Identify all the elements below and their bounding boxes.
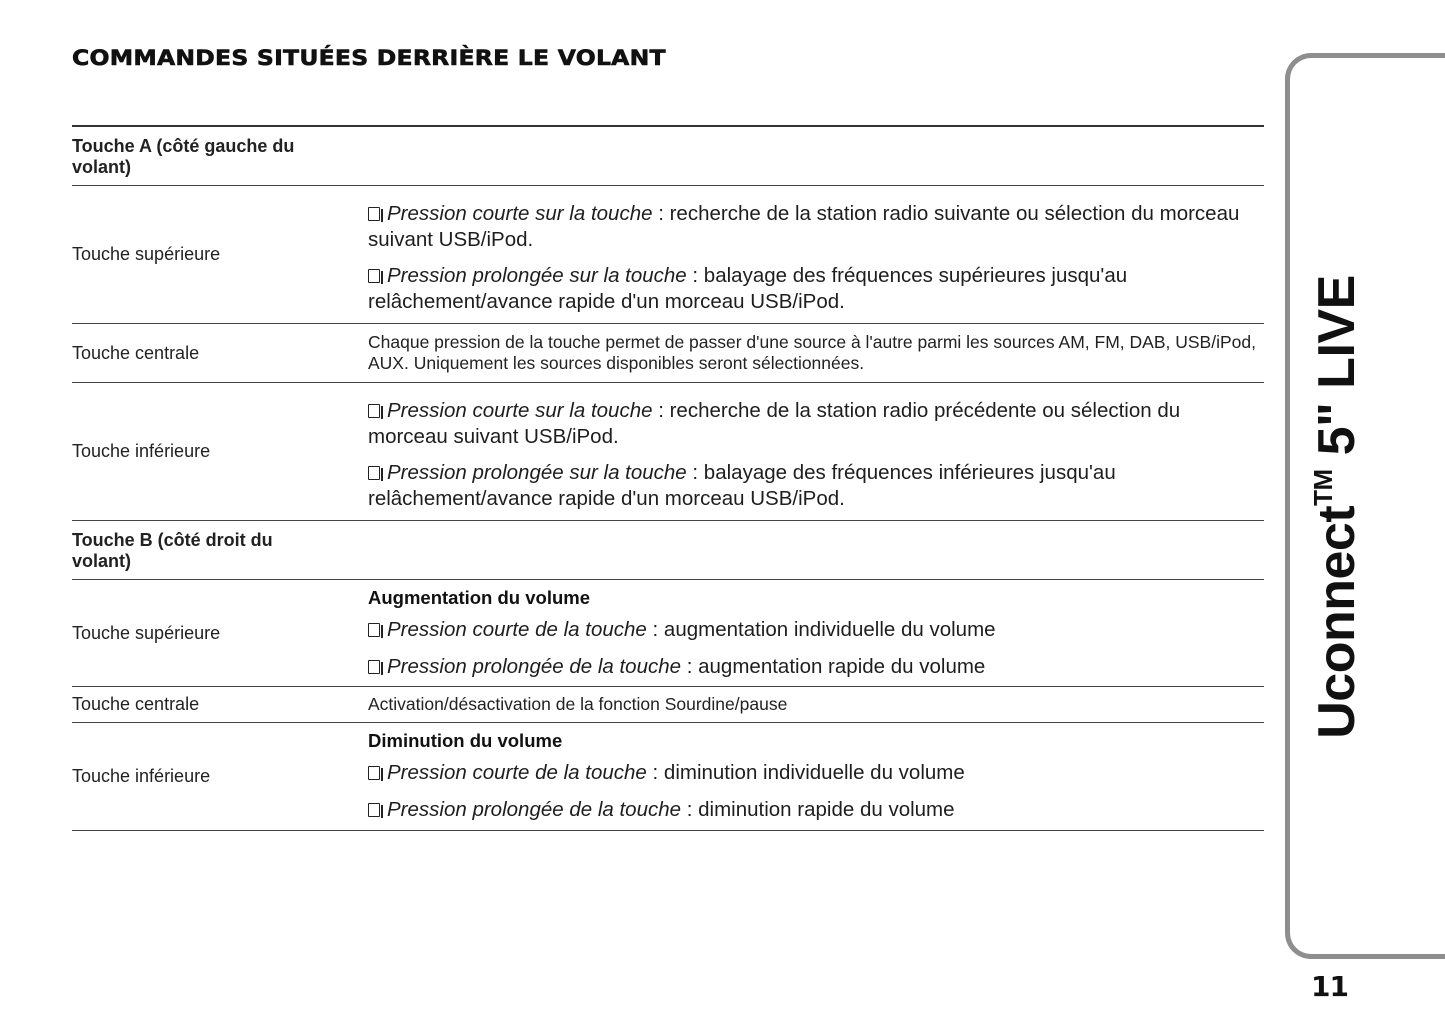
list-item: Pression courte sur la touche : recherche de la station radio suivante ou sélection du morceau suivant USB/iPod. [368,202,1240,251]
checkbox-bullet-icon [368,623,380,637]
controls-table [72,125,1264,831]
list-item: Pression courte sur la touche : recherche de la station radio précédente ou sélection du morceau suivant USB/iPod. [368,399,1181,448]
list-item: Pression prolongée sur la touche : balayage des fréquences supérieures jusqu'au relâchement/avance rapide d'un morceau USB/iPod. [368,264,1128,313]
section-heading: Touche A (côté gauche du volant) [72,136,295,177]
checkbox-bullet-icon [368,466,380,480]
list-item: Pression prolongée sur la touche : balayage des fréquences inférieures jusqu'au relâchement/avance rapide d'un morceau USB/iPod. [368,461,1116,510]
checkbox-bullet-icon [368,766,380,780]
checkbox-bullet-icon [368,207,380,221]
checkbox-bullet-icon [368,803,380,817]
list-item: Pression courte de la touche : augmentation individuelle du volume [368,617,1264,643]
row-label: Touche centrale [72,342,200,363]
list-item: Pression prolongée de la touche : diminution rapide du volume [368,797,1264,823]
row-subheading: Diminution du volume [368,730,563,751]
table-row [72,580,1264,687]
row-description: Activation/désactivation de la fonction Sourdine/pause [368,694,788,714]
row-subheading: Augmentation du volume [368,587,590,608]
row-label: Touche supérieure [72,622,221,643]
list-item: Pression prolongée de la touche : augmentation rapide du volume [368,654,1264,680]
table-row [72,687,1264,723]
section-heading: Touche B (côté droit du volant) [72,530,273,571]
checkbox-bullet-icon [368,660,380,674]
row-label: Touche centrale [72,694,200,714]
page-number: 11 [1311,970,1348,1003]
chapter-tab-label: Uconnect™ 5" LIVE [1308,275,1366,739]
checkbox-bullet-icon [368,404,380,418]
section-row-touche-a [72,127,1264,186]
row-description: Chaque pression de la touche permet de passer d'une source à l'autre parmi les sources AM, FM, DAB, USB/iPod, AUX. Uniquement les sources disponibles seront sélectionnées. [368,332,1256,373]
table-row [72,186,1264,324]
row-label: Touche inférieure [72,441,211,461]
checkbox-bullet-icon [368,269,380,283]
list-item: Pression courte de la touche : diminution individuelle du volume [368,760,1264,786]
page-title: COMMANDES SITUÉES DERRIÈRE LE VOLANT [72,46,666,70]
trademark-symbol: TM [1308,469,1338,506]
row-label: Touche supérieure [72,244,221,264]
table-row [72,383,1264,521]
table-row [72,723,1264,831]
section-row-touche-b [72,521,1264,580]
row-label: Touche inférieure [72,766,211,786]
table-row [72,324,1264,383]
